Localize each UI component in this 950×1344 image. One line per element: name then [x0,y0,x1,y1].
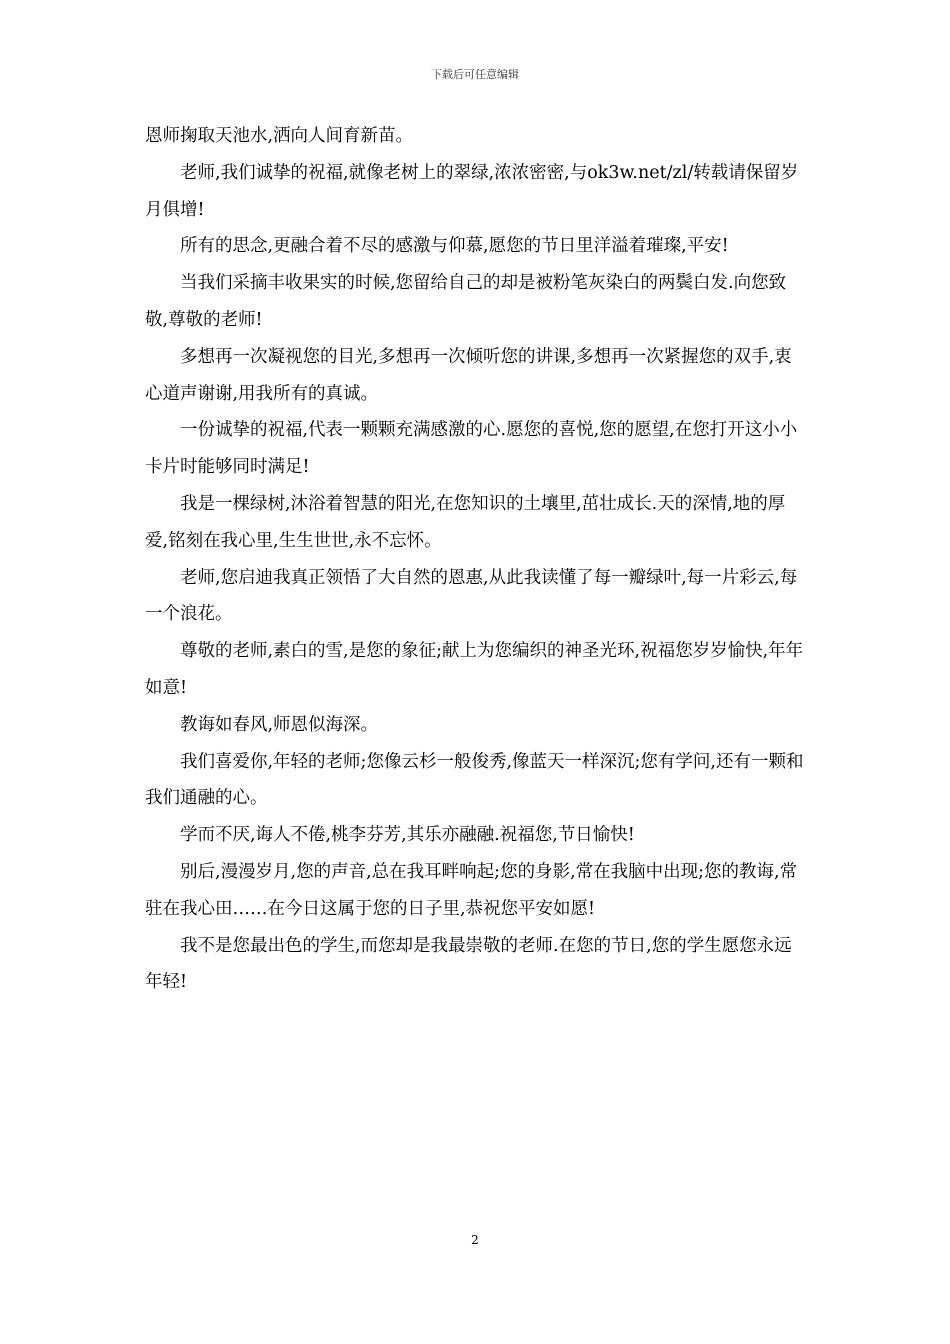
page-number: 2 [471,1233,479,1247]
paragraph: 学而不厌,诲人不倦,桃李芬芳,其乐亦融融.祝福您,节日愉快! [180,825,635,846]
paragraph: 我们喜爱你,年轻的老师;您像云杉一般俊秀,像蓝天一样深沉;您有学问,还有一颗和我们通融的心。 [145,751,804,809]
paragraph: 恩师掬取天池水,洒向人间育新苗。 [145,126,414,146]
paragraph: 我不是您最出色的学生,而您却是我最崇敬的老师.在您的节日,您的学生愿您永远年轻! [145,935,792,993]
paragraph: 一份诚挚的祝福,代表一颗颗充满感激的心.愿您的喜悦,您的愿望,在您打开这小小卡片时能够同时满足! [145,420,798,478]
paragraph: 别后,漫漫岁月,您的声音,总在我耳畔响起;您的身影,常在我脑中出现;您的教诲,常驻在我心田……在今日这属于您的日子里,恭祝您平安如愿! [145,861,798,919]
paragraph: 老师,我们诚挚的祝福,就像老树上的翠绿,浓浓密密,与ok3w.net/zl/转载请保留岁月俱增! [145,162,799,220]
paragraph: 教诲如春风,师恩似海深。 [180,714,379,735]
paragraph: 多想再一次凝视您的目光,多想再一次倾听您的讲课,多想再一次紧握您的双手,衷心道声谢谢,用我所有的真诚。 [145,346,792,404]
paragraph: 尊敬的老师,素白的雪,是您的象征;献上为您编织的神圣光环,祝福您岁岁愉快,年年如意! [145,641,804,698]
page-header: 下载后可任意编辑 [431,68,519,81]
paragraph: 老师,您启迪我真正领悟了大自然的恩惠,从此我读懂了每一瓣绿叶,每一片彩云,每一个浪花。 [145,567,798,625]
document-body [145,118,808,1001]
paragraph: 我是一棵绿树,沐浴着智慧的阳光,在您知识的土壤里,茁壮成长.天的深情,地的厚爱,铭刻在我心里,生生世世,永不忘怀。 [145,493,786,551]
paragraph: 当我们采摘丰收果实的时候,您留给自己的却是被粉笔灰染白的两鬓白发.向您致敬,尊敬的老师! [145,273,787,330]
paragraph: 所有的思念,更融合着不尽的感激与仰慕,愿您的节日里洋溢着璀璨,平安! [180,236,729,257]
